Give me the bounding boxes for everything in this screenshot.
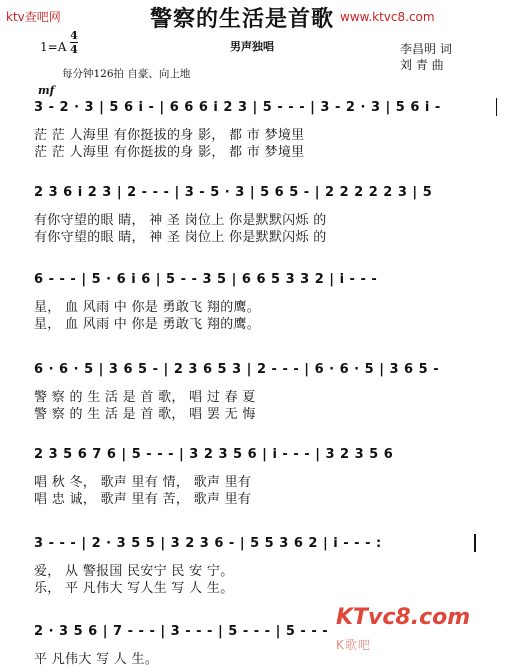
lyrics-verse-2: 乐， 平 凡伟大 写人生 写 人 生。 bbox=[34, 581, 234, 596]
notation-line: 2 · 3 5 6 | 7 - - - | 3 - - - | 5 - - - | 5 - - - bbox=[34, 624, 329, 639]
final-barline bbox=[496, 98, 497, 116]
notation-line: 6 - - - | 5 · 6 i 6 | 5 - - 3 5 | 6 6 5 3 3 2 | i - - - bbox=[34, 272, 378, 287]
tempo-marking: 每分钟126拍 自豪、向上地 bbox=[62, 68, 191, 80]
time-signature bbox=[70, 30, 78, 55]
song-title: 警察的生活是首歌 bbox=[150, 6, 335, 32]
watermark-top-left: ktv查吧网 bbox=[6, 10, 61, 24]
repeat-barline bbox=[474, 534, 476, 552]
watermark-bottom-small: K歌吧 bbox=[336, 638, 371, 652]
lyrics-verse-2: 星， 血 风雨 中 你是 勇敢飞 翔的鹰。 bbox=[34, 317, 261, 332]
time-signature-bottom: 4 bbox=[70, 43, 78, 56]
lyrics-verse-1: 星， 血 风雨 中 你是 勇敢飞 翔的鹰。 bbox=[34, 300, 261, 315]
song-subtitle: 男声独唱 bbox=[230, 40, 274, 53]
time-signature-top: 4 bbox=[70, 29, 78, 42]
notation-line: 2 3 6 i 2 3 | 2 - - - | 3 - 5 · 3 | 5 6 5 - | 2 2 2 2 2 3 | 5 bbox=[34, 185, 433, 200]
notation-line: 3 - 2 · 3 | 5 6 i - | 6 6 6 i 2 3 | 5 - - - | 3 - 2 · 3 | 5 6 i - bbox=[34, 100, 441, 115]
key-signature: 1=A bbox=[40, 40, 67, 54]
lyrics-verse-1: 警 察 的 生 活 是 首 歌， 唱 过 春 夏 bbox=[34, 390, 256, 405]
lyrics-verse-1: 唱 秋 冬， 歌声 里有 情， 歌声 里有 bbox=[34, 475, 252, 490]
watermark-bottom-logo: KTvc8.com bbox=[336, 605, 471, 630]
dynamic-marking: mf bbox=[38, 84, 55, 97]
lyrics-verse-1: 茫 茫 人海里 有你挺拔的身 影， 都 市 梦境里 bbox=[34, 128, 305, 143]
lyrics-verse-2: 有你守望的眼 睛， 神 圣 岗位上 你是默默闪烁 的 bbox=[34, 230, 327, 245]
notation-line: 2 3 5 6 7 6 | 5 - - - | 3 2 3 5 6 | i - - - | 3 2 3 5 6 bbox=[34, 447, 394, 462]
notation-line: 6 · 6 · 5 | 3 6 5 - | 2 3 6 5 3 | 2 - - - | 6 · 6 · 5 | 3 6 5 - bbox=[34, 362, 440, 377]
lyrics-verse-1: 平 凡伟大 写 人 生。 bbox=[34, 652, 159, 667]
composer-credit: 刘 青 曲 bbox=[400, 58, 444, 72]
lyrics-verse-1: 有你守望的眼 睛， 神 圣 岗位上 你是默默闪烁 的 bbox=[34, 213, 327, 228]
watermark-top-right: www.ktvc8.com bbox=[340, 10, 435, 24]
lyrics-verse-1: 爱， 从 警报国 民安宁 民 安 宁。 bbox=[34, 564, 234, 579]
notation-line: 3 - - - | 2 · 3 5 5 | 3 2 3 6 - | 5 5 3 6 2 | i - - - : bbox=[34, 536, 382, 551]
lyricist-credit: 李昌明 词 bbox=[400, 42, 452, 56]
lyrics-verse-2: 警 察 的 生 活 是 首 歌， 唱 罢 无 悔 bbox=[34, 407, 256, 422]
lyrics-verse-2: 唱 忠 诚， 歌声 里有 苦， 歌声 里有 bbox=[34, 492, 252, 507]
lyrics-verse-2: 茫 茫 人海里 有你挺拔的身 影， 都 市 梦境里 bbox=[34, 145, 305, 160]
